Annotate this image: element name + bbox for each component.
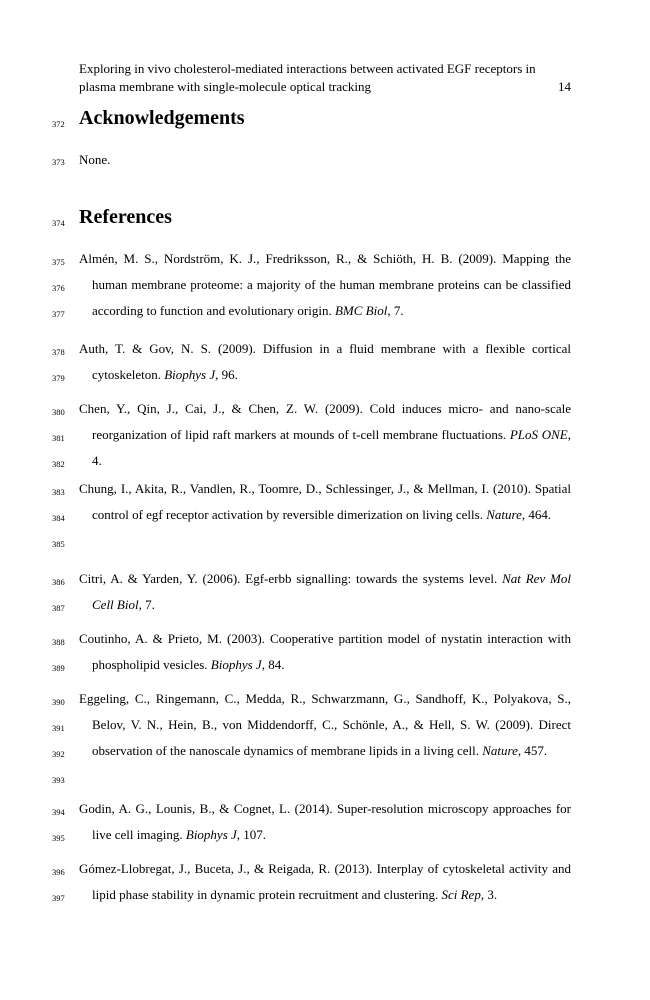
line-number: 380 xyxy=(52,407,65,417)
reference-journal: Nature xyxy=(486,507,522,522)
references-heading: References xyxy=(79,206,172,228)
line-number: 372 xyxy=(52,119,65,129)
reference-volume: , 4. xyxy=(92,427,571,468)
line-number: 392 xyxy=(52,749,65,759)
reference-journal: Biophys J xyxy=(164,367,216,382)
reference-volume: , 96. xyxy=(215,367,238,382)
line-number: 395 xyxy=(52,833,65,843)
line-number: 374 xyxy=(52,218,65,228)
acknowledgements-text: None. xyxy=(79,152,111,167)
line-number: 388 xyxy=(52,637,65,647)
reference-entry xyxy=(79,396,571,474)
line-number: 389 xyxy=(52,663,65,673)
reference-text: Chen, Y., Qin, J., Cai, J., & Chen, Z. W. (2009). Cold induces micro- and nano-scale reorganization of lipid raft markers at mounds of t-cell membrane fluctuations. xyxy=(79,401,571,442)
reference-journal: PLoS ONE xyxy=(509,427,568,442)
reference-entry xyxy=(79,626,571,678)
reference-entry xyxy=(79,336,571,388)
line-number: 373 xyxy=(52,157,65,167)
reference-volume: , 107. xyxy=(236,827,267,842)
acknowledgements-heading: Acknowledgements xyxy=(79,107,245,129)
reference-text: Gómez-Llobregat, J., Buceta, J., & Reigada, R. (2013). Interplay of cytoskeletal activity and lipid phase stability in dynamic protein recruitment and clustering. xyxy=(79,861,571,902)
running-header xyxy=(79,60,571,96)
header-title-line2: plasma membrane with single-molecule optical tracking xyxy=(79,79,372,94)
line-number: 379 xyxy=(52,373,65,383)
reference-volume: , 7. xyxy=(138,597,155,612)
line-number: 390 xyxy=(52,697,65,707)
header-title-line1: Exploring in vivo cholesterol-mediated interactions between activated EGF receptors in xyxy=(79,61,536,76)
line-number: 383 xyxy=(52,487,65,497)
line-number: 384 xyxy=(52,513,65,523)
line-number: 375 xyxy=(52,257,65,267)
reference-entry xyxy=(79,476,571,528)
reference-journal: Nature xyxy=(482,743,518,758)
reference-journal: Biophys J xyxy=(185,827,237,842)
reference-entry xyxy=(79,796,571,848)
reference-volume: , 84. xyxy=(261,657,285,672)
reference-text: Almén, M. S., Nordström, K. J., Fredriksson, R., & Schiöth, H. B. (2009). Mapping the human membrane proteome: a majority of the human membrane proteins can be classified according to function and evolutionary origin. xyxy=(79,251,571,318)
reference-journal: Sci Rep xyxy=(441,887,481,902)
reference-text: Chung, I., Akita, R., Vandlen, R., Toomre, D., Schlessinger, J., & Mellman, I. (2010). Spatial control of egf receptor activation by reversible dimerization on living cells. xyxy=(79,481,571,522)
line-number: 393 xyxy=(52,775,65,785)
reference-entry xyxy=(79,856,571,908)
reference-volume: , 464. xyxy=(521,507,552,522)
line-number: 394 xyxy=(52,807,65,817)
line-number: 396 xyxy=(52,867,65,877)
reference-entry xyxy=(79,686,571,764)
reference-text: Coutinho, A. & Prieto, M. (2003). Cooperative partition model of nystatin interaction with phospholipid vesicles. xyxy=(79,631,571,672)
reference-journal: BMC Biol xyxy=(334,303,388,318)
reference-text: Godin, A. G., Lounis, B., & Cognet, L. (2014). Super-resolution microscopy approaches for live cell imaging. xyxy=(79,801,571,842)
reference-journal: Biophys J xyxy=(210,657,262,672)
reference-entry xyxy=(79,246,571,324)
reference-text: Citri, A. & Yarden, Y. (2006). Egf-erbb signalling: towards the systems level. xyxy=(79,571,503,586)
line-number: 382 xyxy=(52,459,65,469)
reference-volume: , 457. xyxy=(517,743,548,758)
line-number: 381 xyxy=(52,433,65,443)
page-number: 14 xyxy=(558,79,571,94)
reference-volume: , 7. xyxy=(387,303,404,318)
line-number: 377 xyxy=(52,309,65,319)
reference-volume: , 3. xyxy=(480,887,498,902)
line-number: 397 xyxy=(52,893,65,903)
reference-entry xyxy=(79,566,571,618)
line-number: 387 xyxy=(52,603,65,613)
reference-text: Eggeling, C., Ringemann, C., Medda, R., Schwarzmann, G., Sandhoff, K., Polyakova, S., Belov, V. N., Hein, B., von Middendorff, C., Schönle, A., & Hell, S. W. (2009). Direct observation of the nanoscale dynamics of membrane lipids in a living cell. xyxy=(79,691,571,758)
reference-text: Auth, T. & Gov, N. S. (2009). Diffusion in a fluid membrane with a flexible cortical cytoskeleton. xyxy=(79,341,571,382)
line-number: 385 xyxy=(52,539,65,549)
line-number: 386 xyxy=(52,577,65,587)
line-number: 378 xyxy=(52,347,65,357)
line-number: 391 xyxy=(52,723,65,733)
line-number: 376 xyxy=(52,283,65,293)
reference-journal: Nat Rev Mol Cell Biol xyxy=(92,571,571,612)
